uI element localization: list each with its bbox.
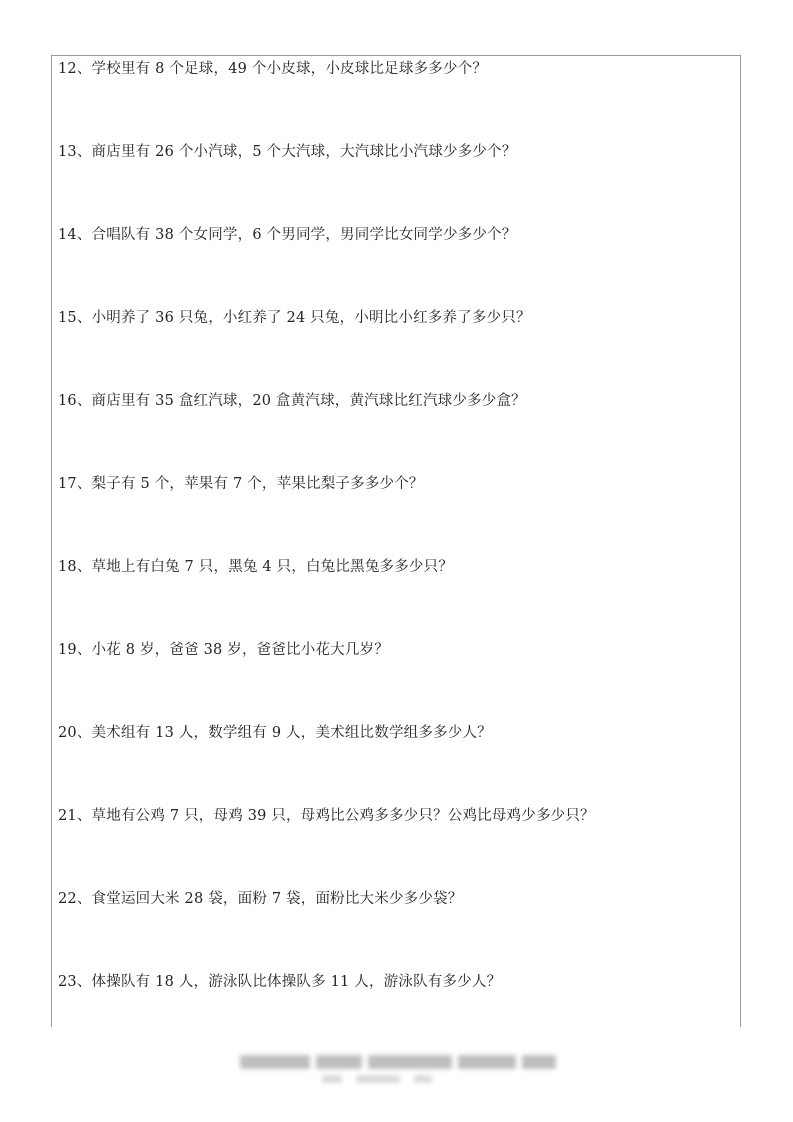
question-16: 16、商店里有 35 盒红汽球，20 盒黄汽球，黄汽球比红汽球少多少盒？ (58, 393, 526, 409)
question-20: 20、美术组有 13 人，数学组有 9 人，美术组比数学组多多少人？ (58, 725, 492, 741)
blurred-watermark-subline (322, 1075, 452, 1085)
question-19: 19、小花 8 岁，爸爸 38 岁，爸爸比小花大几岁？ (58, 642, 389, 658)
question-15: 15、小明养了 36 只兔，小红养了 24 只兔，小明比小红多养了多少只？ (58, 310, 531, 326)
question-18: 18、草地上有白兔 7 只，黑兔 4 只，白兔比黑兔多多少只？ (58, 559, 454, 575)
question-21: 21、草地有公鸡 7 只，母鸡 39 只，母鸡比公鸡多多少只？公鸡比母鸡少多少只？ (58, 808, 595, 824)
question-22: 22、食堂运回大米 28 袋，面粉 7 袋，面粉比大米少多少袋？ (58, 891, 463, 907)
question-17: 17、梨子有 5 个，苹果有 7 个，苹果比梨子多多少个？ (58, 476, 424, 492)
blurred-watermark (240, 1055, 556, 1071)
question-12: 12、学校里有 8 个足球，49 个小皮球，小皮球比足球多多少个？ (58, 61, 488, 77)
question-14: 14、合唱队有 38 个女同学，6 个男同学，男同学比女同学少多少个？ (58, 227, 517, 243)
question-23: 23、体操队有 18 人，游泳队比体操队多 11 人，游泳队有多少人？ (58, 974, 502, 990)
worksheet-frame (51, 55, 741, 1027)
question-13: 13、商店里有 26 个小汽球，5 个大汽球，大汽球比小汽球少多少个？ (58, 144, 517, 160)
